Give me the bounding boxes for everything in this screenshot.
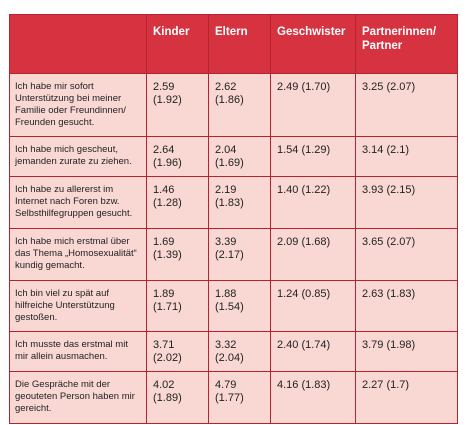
geschwister-cell: 2.40 (1.74) xyxy=(271,332,356,372)
table-row xyxy=(10,372,458,424)
kinder-cell: 4.02 (1.89) xyxy=(147,372,209,424)
geschwister-cell: 2.09 (1.68) xyxy=(271,229,356,281)
geschwister-cell: 1.40 (1.22) xyxy=(271,177,356,229)
eltern-cell: 2.04 (1.69) xyxy=(209,137,271,177)
results-table xyxy=(9,14,458,424)
statement-cell: Ich musste das erstmal mit mir allein ausmachen. xyxy=(10,332,147,372)
header-cell-kinder: Kinder xyxy=(147,15,209,74)
statement-cell: Ich habe mir sofort Unterstützung bei meiner Familie oder Freundinnen/ Freunden gesucht. xyxy=(10,74,147,137)
partner-cell: 3.93 (2.15) xyxy=(356,177,458,229)
kinder-cell: 1.46 (1.28) xyxy=(147,177,209,229)
header-row xyxy=(10,15,458,74)
table-row xyxy=(10,332,458,372)
eltern-cell: 2.19 (1.83) xyxy=(209,177,271,229)
header-cell-empty xyxy=(10,15,147,74)
statement-cell: Ich habe zu allererst im Internet nach Foren bzw. Selbsthilfegruppen gesucht. xyxy=(10,177,147,229)
results-table-container xyxy=(9,14,457,424)
eltern-cell: 1.88 (1.54) xyxy=(209,281,271,332)
table-row xyxy=(10,229,458,281)
partner-cell: 3.65 (2.07) xyxy=(356,229,458,281)
header-cell-geschwister: Geschwister xyxy=(271,15,356,74)
geschwister-cell: 2.49 (1.70) xyxy=(271,74,356,137)
kinder-cell: 3.71 (2.02) xyxy=(147,332,209,372)
statement-cell: Ich habe mich erstmal über das Thema „Homosexualität“ kundig gemacht. xyxy=(10,229,147,281)
statement-cell: Ich bin viel zu spät auf hilfreiche Unterstützung gestoßen. xyxy=(10,281,147,332)
eltern-cell: 3.39 (2.17) xyxy=(209,229,271,281)
partner-cell: 2.27 (1.7) xyxy=(356,372,458,424)
table-row xyxy=(10,281,458,332)
kinder-cell: 2.59 (1.92) xyxy=(147,74,209,137)
eltern-cell: 3.32 (2.04) xyxy=(209,332,271,372)
geschwister-cell: 1.54 (1.29) xyxy=(271,137,356,177)
partner-cell: 3.14 (2.1) xyxy=(356,137,458,177)
partner-cell: 3.79 (1.98) xyxy=(356,332,458,372)
partner-cell: 3.25 (2.07) xyxy=(356,74,458,137)
statement-cell: Ich habe mich gescheut, jemanden zurate zu ziehen. xyxy=(10,137,147,177)
kinder-cell: 1.89 (1.71) xyxy=(147,281,209,332)
header-cell-partner: Partnerinnen/ Partner xyxy=(356,15,458,74)
table-row xyxy=(10,177,458,229)
table-row xyxy=(10,137,458,177)
partner-cell: 2.63 (1.83) xyxy=(356,281,458,332)
geschwister-cell: 1.24 (0.85) xyxy=(271,281,356,332)
table-row xyxy=(10,74,458,137)
eltern-cell: 2.62 (1.86) xyxy=(209,74,271,137)
kinder-cell: 1.69 (1.39) xyxy=(147,229,209,281)
table-body xyxy=(10,74,458,424)
statement-cell: Die Gespräche mit der geouteten Person haben mir gereicht. xyxy=(10,372,147,424)
geschwister-cell: 4.16 (1.83) xyxy=(271,372,356,424)
header-cell-eltern: Eltern xyxy=(209,15,271,74)
kinder-cell: 2.64 (1.96) xyxy=(147,137,209,177)
eltern-cell: 4.79 (1.77) xyxy=(209,372,271,424)
